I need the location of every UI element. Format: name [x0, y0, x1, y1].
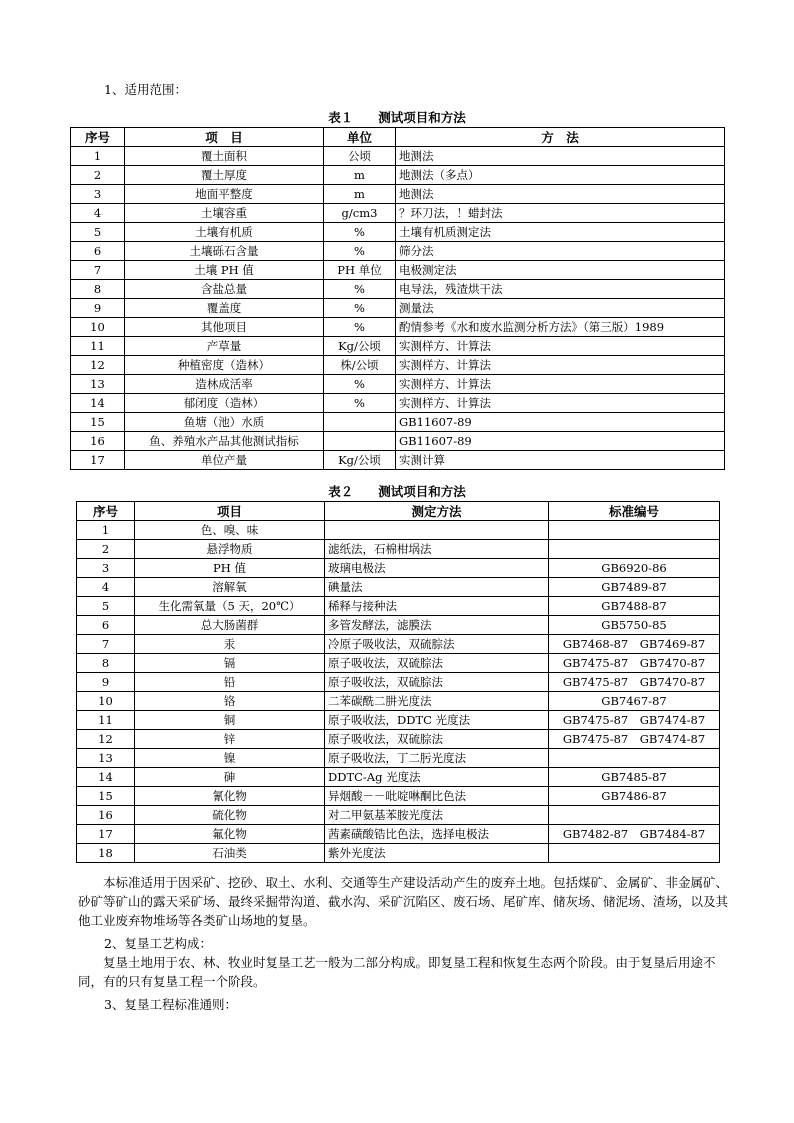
table1-cell-method: 电导法，残渣烘干法 — [396, 280, 725, 299]
table2-cell-method: DDTC-Ag 光度法 — [325, 768, 549, 787]
table2-cell-index: 4 — [77, 578, 135, 597]
table1-cell-index: 15 — [71, 413, 125, 432]
table2-cell-method: 异烟酸－－吡啶啉酮比色法 — [325, 787, 549, 806]
table1-cell-index: 14 — [71, 394, 125, 413]
table2-test-items — [76, 501, 720, 863]
table-row — [71, 242, 725, 261]
table2-cell-item: 铜 — [135, 711, 325, 730]
section-heading-process: 2、复垦工艺构成： — [104, 936, 212, 951]
section-heading-scope: 1、适用范围： — [104, 82, 187, 97]
table-row — [77, 673, 720, 692]
table2-cell-index: 10 — [77, 692, 135, 711]
table2-cell-method: 玻璃电极法 — [325, 559, 549, 578]
table2-cell-item: 色、嗅、味 — [135, 521, 325, 540]
table-row — [77, 540, 720, 559]
table2-cell-method: 二苯碳酰二肼光度法 — [325, 692, 549, 711]
table1-cell-index: 13 — [71, 375, 125, 394]
table1-cell-index: 9 — [71, 299, 125, 318]
table2-header-index: 序号 — [77, 502, 135, 521]
table2-cell-standard: GB7482-87 GB7484-87 — [549, 825, 720, 844]
table1-cell-method: 土壤有机质测定法 — [396, 223, 725, 242]
table1-cell-item: 鱼塘（池）水质 — [125, 413, 324, 432]
table2-cell-item: 氰化物 — [135, 787, 325, 806]
table2-cell-standard: GB7486-87 — [549, 787, 720, 806]
table1-cell-index: 3 — [71, 185, 125, 204]
table-row — [71, 432, 725, 451]
table-row — [77, 825, 720, 844]
table2-cell-standard: GB6920-86 — [549, 559, 720, 578]
table2-header-standard: 标准编号 — [549, 502, 720, 521]
table1-cell-unit — [324, 413, 396, 432]
table-row — [71, 451, 725, 470]
section-heading-general-rules: 3、复垦工程标准通则： — [104, 997, 237, 1012]
table1-cell-item: 产草量 — [125, 337, 324, 356]
table-row — [71, 356, 725, 375]
table2-cell-index: 13 — [77, 749, 135, 768]
table1-cell-item: 地面平整度 — [125, 185, 324, 204]
table2-cell-index: 3 — [77, 559, 135, 578]
table-row — [77, 597, 720, 616]
table2-cell-item: 汞 — [135, 635, 325, 654]
table-row — [71, 223, 725, 242]
table-row — [71, 337, 725, 356]
table2-cell-index: 11 — [77, 711, 135, 730]
table2-cell-method: 碘量法 — [325, 578, 549, 597]
table2-cell-item: 镍 — [135, 749, 325, 768]
table-row — [71, 318, 725, 337]
table1-header-method: 方 法 — [396, 128, 725, 147]
table1-cell-item: 土壤 PH 值 — [125, 261, 324, 280]
table1-cell-method: ？环刀法，！蜡封法 — [396, 204, 725, 223]
table-row — [71, 185, 725, 204]
table-row — [71, 280, 725, 299]
table2-cell-index: 16 — [77, 806, 135, 825]
table2-cell-index: 1 — [77, 521, 135, 540]
table2-cell-standard: GB7488-87 — [549, 597, 720, 616]
table2-cell-method: 冷原子吸收法，双硫腙法 — [325, 635, 549, 654]
table2-cell-item: 溶解氧 — [135, 578, 325, 597]
table1-cell-method: GB11607-89 — [396, 432, 725, 451]
table1-cell-index: 10 — [71, 318, 125, 337]
table1-cell-unit: Kg/公顷 — [324, 337, 396, 356]
table2-cell-index: 12 — [77, 730, 135, 749]
table1-cell-item: 郁闭度（造林） — [125, 394, 324, 413]
table2-cell-item: 石油类 — [135, 844, 325, 863]
table1-cell-index: 17 — [71, 451, 125, 470]
table1-cell-index: 8 — [71, 280, 125, 299]
table1-cell-item: 覆盖度 — [125, 299, 324, 318]
table1-cell-method: 实测样方、计算法 — [396, 394, 725, 413]
table1-cell-method: 筛分法 — [396, 242, 725, 261]
table1-cell-item: 含盐总量 — [125, 280, 324, 299]
table2-cell-item: 生化需氧量（5 天，20℃） — [135, 597, 325, 616]
table1-cell-method: 实测样方、计算法 — [396, 337, 725, 356]
table1-cell-unit: Kg/公顷 — [324, 451, 396, 470]
table1-cell-unit: % — [324, 318, 396, 337]
table1-cell-unit: g/cm3 — [324, 204, 396, 223]
table2-cell-item: 氟化物 — [135, 825, 325, 844]
table1-cell-method: 地测法 — [396, 147, 725, 166]
table-row — [77, 806, 720, 825]
table-row — [71, 204, 725, 223]
table1-cell-unit: % — [324, 223, 396, 242]
table2-cell-method: 原子吸收法，双硫腙法 — [325, 673, 549, 692]
table2-cell-item: 镉 — [135, 654, 325, 673]
table2-cell-standard — [549, 749, 720, 768]
table2-cell-item: 砷 — [135, 768, 325, 787]
table1-cell-method: 实测计算 — [396, 451, 725, 470]
table2-cell-standard: GB7475-87 GB7470-87 — [549, 654, 720, 673]
table-row — [77, 559, 720, 578]
table1-cell-index: 6 — [71, 242, 125, 261]
table-row — [71, 147, 725, 166]
table2-cell-standard: GB5750-85 — [549, 616, 720, 635]
table-row — [77, 692, 720, 711]
table-row — [77, 654, 720, 673]
table-row — [71, 413, 725, 432]
table1-cell-index: 4 — [71, 204, 125, 223]
table1-cell-unit: m — [324, 166, 396, 185]
table2-cell-method: 茜素磺酸锆比色法，选择电极法 — [325, 825, 549, 844]
table2-cell-method: 原子吸收法，丁二肟光度法 — [325, 749, 549, 768]
table2-cell-method: 紫外光度法 — [325, 844, 549, 863]
table2-cell-method: 原子吸收法，DDTC 光度法 — [325, 711, 549, 730]
table1-cell-unit — [324, 432, 396, 451]
table2-cell-standard: GB7475-87 GB7474-87 — [549, 711, 720, 730]
table1-header-index: 序号 — [71, 128, 125, 147]
table2-cell-index: 6 — [77, 616, 135, 635]
table2-cell-index: 18 — [77, 844, 135, 863]
table2-header-row — [77, 502, 720, 521]
table1-cell-unit: % — [324, 242, 396, 261]
table1-cell-item: 造林成活率 — [125, 375, 324, 394]
table1-header-item: 项 目 — [125, 128, 324, 147]
table2-cell-method: 多管发酵法，滤膜法 — [325, 616, 549, 635]
table2-cell-standard: GB7468-87 GB7469-87 — [549, 635, 720, 654]
table1-cell-item: 鱼、养殖水产品其他测试指标 — [125, 432, 324, 451]
table-row — [77, 616, 720, 635]
table2-cell-index: 14 — [77, 768, 135, 787]
table2-cell-standard: GB7475-87 GB7474-87 — [549, 730, 720, 749]
table2-cell-item: 锌 — [135, 730, 325, 749]
table1-header-row — [71, 128, 725, 147]
table1-cell-index: 2 — [71, 166, 125, 185]
table2-cell-index: 9 — [77, 673, 135, 692]
table1-cell-unit: % — [324, 280, 396, 299]
table2-cell-method: 原子吸收法，双硫腙法 — [325, 730, 549, 749]
table1-cell-unit: PH 单位 — [324, 261, 396, 280]
table2-cell-standard: GB7489-87 — [549, 578, 720, 597]
table2-cell-index: 2 — [77, 540, 135, 559]
table2-cell-item: 硫化物 — [135, 806, 325, 825]
table1-cell-index: 7 — [71, 261, 125, 280]
table-row — [77, 844, 720, 863]
table1-cell-item: 土壤砾石含量 — [125, 242, 324, 261]
table1-cell-item: 覆土厚度 — [125, 166, 324, 185]
table1-cell-item: 单位产量 — [125, 451, 324, 470]
table2-cell-standard — [549, 806, 720, 825]
table1-caption: 表１ 测试项目和方法 — [328, 110, 466, 125]
table2-cell-standard — [549, 844, 720, 863]
table2-cell-standard — [549, 540, 720, 559]
table2-cell-standard: GB7467-87 — [549, 692, 720, 711]
table1-cell-unit: % — [324, 394, 396, 413]
process-paragraph: 复垦土地用于农、林、牧业时复垦工艺一般为二部分构成。即复垦工程和恢复生态两个阶段。由于复垦后用途不同，有的只有复垦工程一个阶段。 — [78, 955, 716, 989]
table1-test-items — [70, 127, 725, 470]
table2-header-method: 测定方法 — [325, 502, 549, 521]
table2-cell-index: 5 — [77, 597, 135, 616]
table2-cell-standard: GB7485-87 — [549, 768, 720, 787]
table2-cell-index: 8 — [77, 654, 135, 673]
table1-cell-item: 覆土面积 — [125, 147, 324, 166]
table2-cell-method: 稀释与接种法 — [325, 597, 549, 616]
table1-cell-unit: % — [324, 375, 396, 394]
table1-cell-method: 电极测定法 — [396, 261, 725, 280]
table1-cell-unit: m — [324, 185, 396, 204]
table-row — [77, 787, 720, 806]
table2-cell-method: 原子吸收法，双硫腙法 — [325, 654, 549, 673]
table-row — [77, 578, 720, 597]
table2-cell-method — [325, 521, 549, 540]
table1-cell-unit: % — [324, 299, 396, 318]
table1-cell-index: 11 — [71, 337, 125, 356]
table1-cell-item: 种植密度（造林） — [125, 356, 324, 375]
table1-cell-method: 地测法 — [396, 185, 725, 204]
table2-cell-item: 悬浮物质 — [135, 540, 325, 559]
table-row — [71, 299, 725, 318]
table-row — [77, 521, 720, 540]
table-row — [77, 749, 720, 768]
table1-cell-index: 16 — [71, 432, 125, 451]
table2-cell-index: 17 — [77, 825, 135, 844]
table-row — [77, 635, 720, 654]
table2-cell-item: 铅 — [135, 673, 325, 692]
table1-header-unit: 单位 — [324, 128, 396, 147]
table1-cell-unit: 株/公顷 — [324, 356, 396, 375]
table1-cell-method: 地测法（多点） — [396, 166, 725, 185]
scope-paragraph: 本标准适用于因采矿、挖砂、取土、水利、交通等生产建设活动产生的废弃土地。包括煤矿、金属矿、非金属矿、砂矿等矿山的露天采矿场、最终采掘带沟道、截水沟、采矿沉陷区、废石场、尾矿库、储灰场、储泥场、渣场，以及其他工业废弃物堆场等各类矿山场地的复垦。 — [78, 875, 729, 928]
table1-cell-method: GB11607-89 — [396, 413, 725, 432]
table1-cell-method: 测量法 — [396, 299, 725, 318]
table1-cell-item: 土壤容重 — [125, 204, 324, 223]
table-row — [71, 375, 725, 394]
table-row — [77, 711, 720, 730]
table2-cell-item: PH 值 — [135, 559, 325, 578]
table2-cell-item: 铬 — [135, 692, 325, 711]
table1-cell-method: 酌情参考《水和废水监测分析方法》（第三版）1989 — [396, 318, 725, 337]
table2-cell-standard: GB7475-87 GB7470-87 — [549, 673, 720, 692]
table1-cell-method: 实测样方、计算法 — [396, 375, 725, 394]
table2-cell-index: 7 — [77, 635, 135, 654]
table1-cell-index: 1 — [71, 147, 125, 166]
table2-caption: 表２ 测试项目和方法 — [328, 484, 466, 499]
table2-cell-item: 总大肠菌群 — [135, 616, 325, 635]
table-row — [77, 730, 720, 749]
table-row — [71, 394, 725, 413]
table1-cell-unit: 公顷 — [324, 147, 396, 166]
table2-cell-method: 对二甲氨基苯胺光度法 — [325, 806, 549, 825]
table1-cell-item: 其他项目 — [125, 318, 324, 337]
table1-cell-index: 5 — [71, 223, 125, 242]
table1-cell-method: 实测样方、计算法 — [396, 356, 725, 375]
table-row — [71, 166, 725, 185]
table2-cell-standard — [549, 521, 720, 540]
table2-header-item: 项目 — [135, 502, 325, 521]
table1-cell-item: 土壤有机质 — [125, 223, 324, 242]
table1-cell-index: 12 — [71, 356, 125, 375]
table-row — [71, 261, 725, 280]
table2-cell-index: 15 — [77, 787, 135, 806]
table-row — [77, 768, 720, 787]
table2-cell-method: 滤纸法，石棉柑埚法 — [325, 540, 549, 559]
